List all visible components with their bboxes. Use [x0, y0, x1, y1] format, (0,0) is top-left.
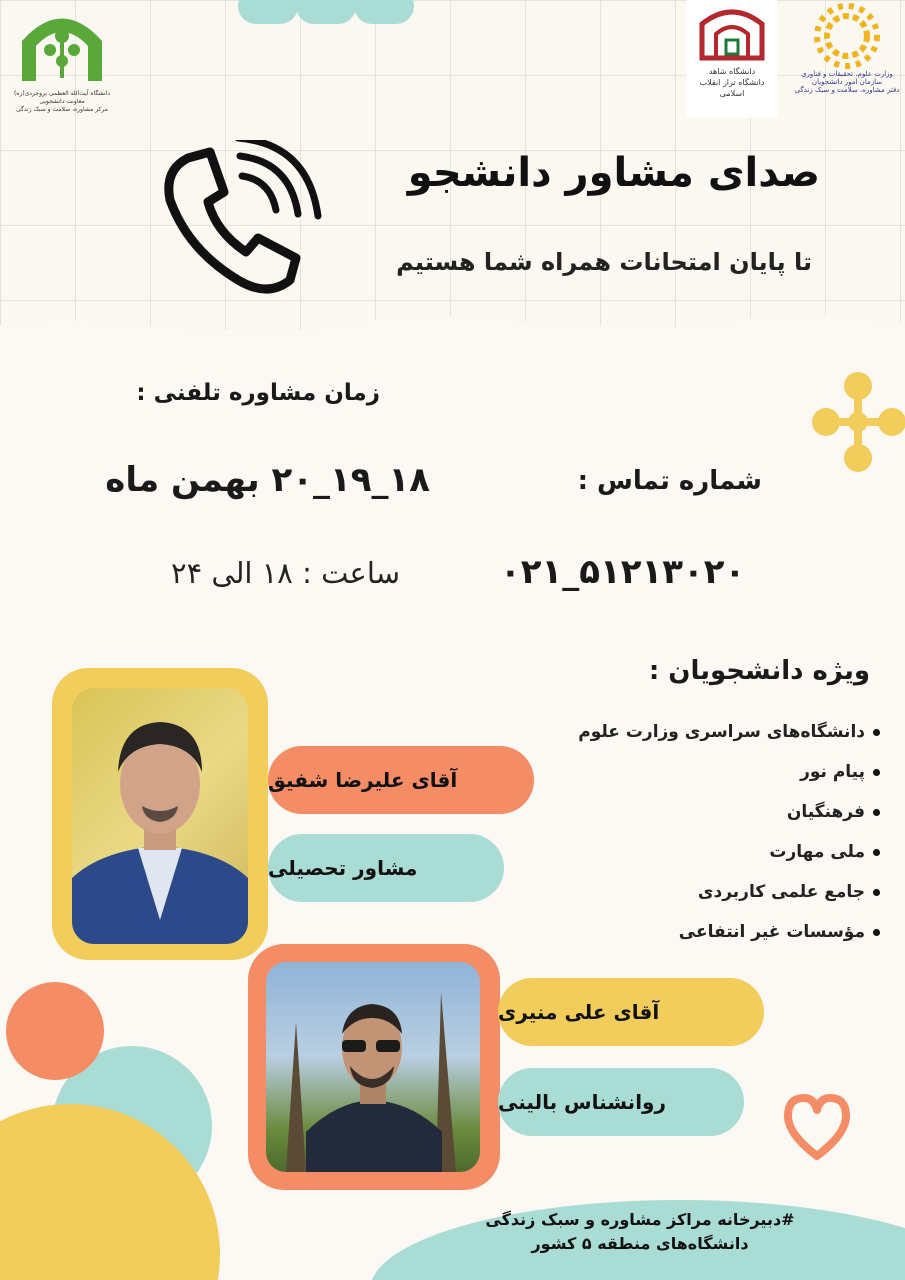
counselor-role-tag [268, 834, 504, 902]
counselor-role: مشاور تحصیلی [268, 856, 418, 880]
wave-divider [0, 300, 905, 360]
consultation-time-label: زمان مشاوره تلفنی : [136, 380, 380, 406]
counselor-photo [266, 962, 480, 1172]
list-item: دانشگاه‌های سراسری وزارت علوم [520, 718, 880, 758]
counselor-name-tag [268, 746, 534, 814]
university-logo-center [686, 0, 778, 118]
bullet-icon [873, 809, 880, 816]
logo-text-line: دانشگاه شاهد [708, 67, 756, 76]
footer-text [430, 1208, 850, 1256]
decor-pill [296, 0, 356, 24]
decor-circle [6, 982, 104, 1080]
list-item: پیام نور [520, 758, 880, 798]
page-title: صدای مشاور دانشجو [407, 150, 820, 196]
logo-text-line: دفتر مشاوره، سلامت و سبک زندگی [794, 86, 900, 94]
bullet-icon [873, 889, 880, 896]
phone-icon [158, 140, 323, 300]
contact-label: شماره تماس : [577, 466, 762, 496]
logo-text-line: دانشگاه تراز انقلاب اسلامی [699, 78, 765, 98]
logo-text-line: مرکز مشاوره، سلامت و سبک زندگی [16, 106, 108, 113]
heart-icon [780, 1092, 854, 1162]
logo-text-line: دانشگاه آیت‌الله العظمی بروجردی(ره) [13, 90, 111, 97]
counselor-photo [72, 688, 248, 944]
logo-text-line: معاونت دانشجویی [39, 98, 85, 105]
university-logo-left [12, 6, 112, 118]
bullet-icon [873, 849, 880, 856]
counselor-role-tag [498, 1068, 744, 1136]
contact-phone-number[interactable]: ۰۲۱_۵۱۲۱۳۰۲۰ [500, 552, 746, 592]
logo-text-line: وزارت علوم، تحقیقات و فناوری [801, 70, 893, 78]
counselor-role: روانشناس بالینی [498, 1090, 666, 1114]
counselor-name: آقای علیرضا شفیق [268, 768, 458, 792]
mosque-tree-icon [12, 6, 112, 86]
consultation-hours: ساعت : ۱۸ الی ۲۴ [171, 556, 400, 590]
decor-pill [238, 0, 298, 24]
gate-icon [686, 0, 778, 62]
list-item: جامع علمی کاربردی [520, 878, 880, 918]
students-title: ویژه دانشجویان : [648, 656, 870, 686]
list-item: مؤسسات غیر انتفاعی [520, 918, 880, 958]
consultation-dates: ۱۸_۱۹_۲۰ بهمن ماه [105, 460, 430, 500]
list-item: ملی مهارت [520, 838, 880, 878]
bullet-icon [873, 769, 880, 776]
page-subtitle: تا پایان امتحانات همراه شما هستیم [396, 248, 812, 276]
students-list [520, 718, 880, 958]
ministry-logo [792, 2, 902, 102]
bullet-icon [873, 729, 880, 736]
decor-pill [354, 0, 414, 24]
logo-text-line: سازمان امور دانشجویان [811, 78, 883, 86]
counselor-name-tag [498, 978, 764, 1046]
bullet-icon [873, 929, 880, 936]
flower-icon [812, 370, 905, 474]
footer-line: #دبیرخانه مراکز مشاوره و سبک زندگی [485, 1210, 795, 1229]
list-item: فرهنگیان [520, 798, 880, 838]
footer-line: دانشگاه‌های منطقه ۵ کشور [531, 1234, 749, 1253]
counselor-name: آقای علی منیری [498, 1000, 660, 1024]
sun-icon [792, 2, 902, 70]
